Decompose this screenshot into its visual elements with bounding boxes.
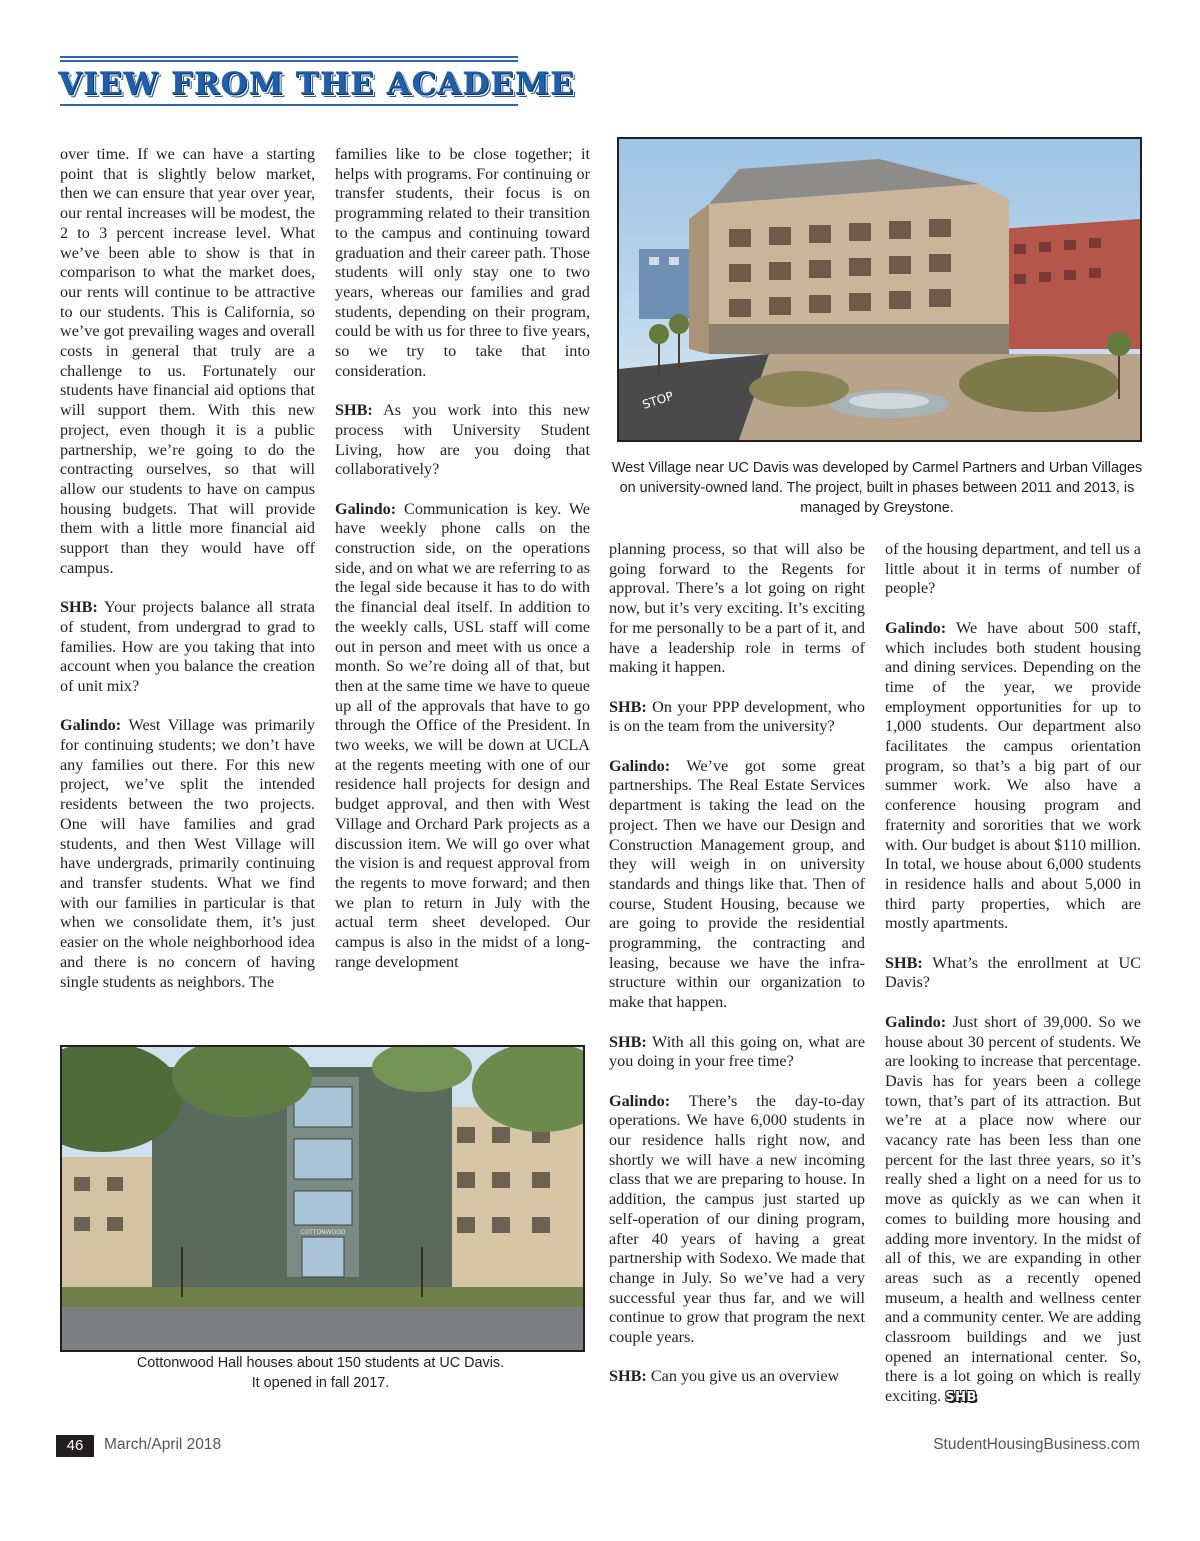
- paragraph: [335, 500, 590, 973]
- paragraph: [335, 401, 590, 480]
- west-village-caption: West Village near UC Davis was developed by Carmel Partners and Urban Villages on university-owned land. The project, built in phases between 2011 and 2013, is managed by Greystone.: [611, 460, 1143, 516]
- cottonwood-hall-photo: [62, 1047, 583, 1350]
- speaker-label: Galindo:: [609, 756, 671, 775]
- paragraph-text: Can you give us an overview: [646, 1367, 840, 1386]
- cottonwood-caption: [60, 1353, 581, 1393]
- paragraph-text: There’s the day-to-day operations. We have 6,000 students in our residence halls right now, and shortly we will have a new incoming class that we are preparing to house. In addition, the campus just started up self-operation of our dining program, after 40 years of having a great partnership with Sodexo. We made that change in July. So we’ve had a very successful year thus far, and we will continue to grow that program the next couple years.: [609, 1091, 865, 1347]
- header-rule-top: [60, 56, 518, 58]
- paragraph: [609, 540, 865, 678]
- speaker-label: Galindo:: [885, 1012, 947, 1031]
- paragraph-text: As you work into this new process with University Student Living, how are you doing that collaboratively?: [335, 401, 590, 479]
- speaker-label: Galindo:: [609, 1091, 671, 1110]
- speaker-label: SHB:: [335, 401, 373, 420]
- publication-website: StudentHousingBusiness.com: [933, 1436, 1140, 1453]
- cottonwood-caption-line-1: Cottonwood Hall houses about 150 students at UC Davis.: [136, 1355, 505, 1371]
- paragraph-text: West Village was primarily for continuing students; we don’t have any families out there. For this new project, we’ve split the intended residents between the two projects. One will have families and grad students, and then West Village will have undergrads, primarily continuing and transfer students. What we find with our families in particular is that when we consolidate them, it’s just easier on the whole neighborhood idea and there is no concern of having single students as neighbors. The: [60, 716, 315, 991]
- paragraph-text: With all this going on, what are you doing in your free time?: [609, 1032, 865, 1071]
- speaker-label: SHB:: [60, 598, 98, 617]
- article-column-1: [60, 145, 315, 992]
- paragraph: [885, 540, 1141, 599]
- paragraph-text: Your projects balance all strata of student, from undergrad to grad to families. How are you taking that into account when you balance the creation of unit mix?: [60, 598, 315, 695]
- svg-text:STOP: STOP: [640, 388, 676, 412]
- paragraph: [885, 1013, 1141, 1408]
- header-rule-bottom: [60, 60, 518, 62]
- header-underline: [60, 104, 518, 106]
- paragraph-text: On your PPP development, who is on the team from the university?: [609, 697, 865, 736]
- end-mark-logo: SHB: [945, 1390, 977, 1406]
- speaker-label: Galindo:: [335, 499, 397, 518]
- article-column-3: [609, 540, 865, 1387]
- speaker-label: Galindo:: [60, 716, 122, 735]
- paragraph: [609, 1092, 865, 1348]
- paragraph: [60, 598, 315, 697]
- speaker-label: SHB:: [885, 953, 923, 972]
- speaker-label: SHB:: [609, 697, 647, 716]
- paragraph-text: What’s the enrollment at UC Davis?: [885, 953, 1141, 992]
- paragraph: [335, 145, 590, 381]
- article-column-4: [885, 540, 1141, 1408]
- paragraph-text: Just short of 39,000. So we house about 30 percent of students. We are looking to increase that percentage. Davis has for years been a college town, that’s part of its attraction. But we’re at a place now where our vacancy rate has been less than one percent for the last three years, so it’s really shed a light on a need for us to move as quickly as we can when it comes to building more housing and adding more inventory. In the midst of all of this, we are expanding in other areas such as a recently opened museum, a health and wellness center and a community center. We are adding classroom buildings and we just opened an international center. So, there is a lot going on which is really exciting.: [885, 1012, 1141, 1406]
- west-village-apartments-photo: [619, 139, 1140, 440]
- speaker-label: Galindo:: [885, 618, 947, 637]
- section-title: VIEW FROM THE ACADEME: [58, 66, 575, 102]
- cottonwood-sign: COTTONWOOD: [300, 1229, 346, 1236]
- speaker-label: SHB:: [609, 1032, 647, 1051]
- paragraph-text: Communication is key. We have weekly phone calls on the construction side, on the operations side, and on what we are referring to as the legal side because it has to do with the financial deal itself. In addition to the weekly calls, USL staff will come out in person and meet with us once a month. So we’re doing all of that, but then at the same time we have to queue up all of the approvals that have to go through the Office of the President. In two weeks, we will be down at UCLA at the regents meeting with one of our residence hall projects for design and budget approval, and then with West Village and Orchard Park projects as a discussion item. We will go over what the vision is and request approval from the regents to move forward; and then we plan to return in July with the actual term sheet developed. Our campus is also in the midst of a long-range development: [335, 499, 590, 971]
- paragraph: [885, 619, 1141, 934]
- paragraph: [609, 1367, 865, 1387]
- west-village-photo: [617, 137, 1142, 442]
- speaker-label: SHB:: [609, 1367, 647, 1386]
- paragraph-text: planning process, so that will also be going forward to the Regents for approval. There’s a lot going on right now, but it’s very exciting. It’s exciting for me personally to be a part of it, and have a leadership role in terms of making it happen.: [609, 540, 865, 677]
- cottonwood-hall-photo-frame: [60, 1045, 585, 1352]
- page-number: 46: [56, 1435, 94, 1457]
- paragraph-text: families like to be close together; it helps with programs. For continuing or transfer students, their focus is on programming related to their transition to the campus and continuing toward graduation and their career path. Those students will only stay one to two years, whereas our families and grad students, depending on their program, could be with us for three to five years, so we try to take that into consideration.: [335, 145, 590, 380]
- issue-date: March/April 2018: [104, 1436, 222, 1453]
- paragraph-text: We have about 500 staff, which includes both student housing and dining services. Depending on the time of the year, we provide employment opportunities for up to 1,000 students. Our department also facilitates the campus orientation program, so that’s a big part of our summer work. We also have a conference housing program and fraternity and sororities that we work with. Our budget is about $110 million. In total, we house about 6,000 students in residence halls and about 5,000 in third party properties, which are mostly apartments.: [885, 618, 1141, 933]
- paragraph: [609, 757, 865, 1013]
- paragraph: [885, 954, 1141, 993]
- paragraph: [60, 716, 315, 992]
- article-column-2: [335, 145, 590, 973]
- paragraph: [609, 698, 865, 737]
- paragraph: [609, 1033, 865, 1072]
- cottonwood-caption-line-2: It opened in fall 2017.: [251, 1375, 390, 1391]
- paragraph: [60, 145, 315, 578]
- paragraph-text: over time. If we can have a starting point that is slightly below market, then we can ensure that year over year, our rental increases will be modest, the 2 to 3 percent increase level. What we’ve been able to show is that in comparison to what the market does, our rents will continue to be attractive to our students. This is California, so we’ve got prevailing wages and overall costs in general that truly are a challenge to us. Fortunately our students have financial aid options that will support them. With this new project, even though it is a public partnership, we’re going to do the contracting ourselves, so that will allow our students to have on campus housing budgets. That will provide them with a little more financial aid support than they would have off campus.: [60, 145, 315, 577]
- paragraph-text: We’ve got some great partnerships. The Real Estate Services department is taking the lead on the project. Then we have our Design and Construction Management group, and they will weigh in on university standards and things like that. Then of course, Student Housing, because we are going to provide the residential programming, the contracting and leasing, because we have the infrastructure within our organization to make that happen.: [609, 756, 865, 1012]
- paragraph-text: of the housing department, and tell us a little about it in terms of number of people?: [885, 540, 1141, 598]
